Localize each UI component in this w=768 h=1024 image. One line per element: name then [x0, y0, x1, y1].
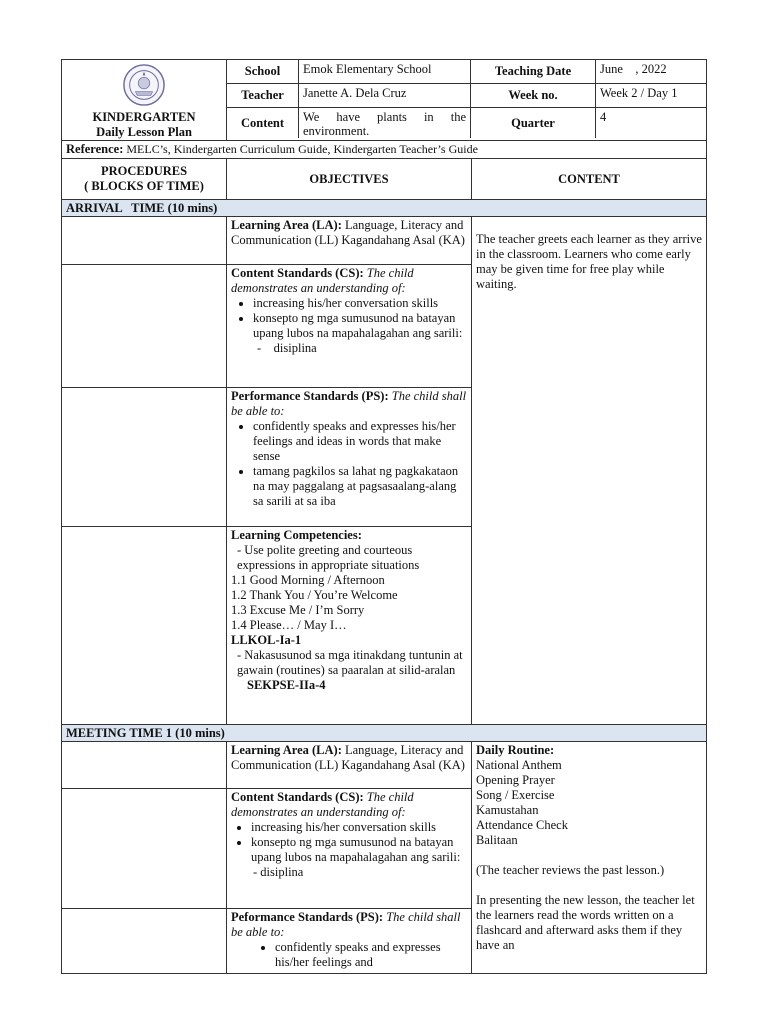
lc-item: 1.1 Good Morning / Afternoon — [231, 573, 385, 587]
arrival-learning-competencies — [227, 527, 471, 724]
arrival-procedures-col — [62, 217, 227, 724]
teaching-date-label: Teaching Date — [471, 60, 596, 84]
school-label: School — [227, 60, 299, 84]
reference-text: MELC’s, Kindergarten Curriculum Guide, Kindergarten Teacher’s Guide — [123, 142, 478, 156]
content-label: Content — [227, 108, 299, 138]
meeting-band — [61, 742, 707, 974]
arrival-proc-cell — [62, 217, 226, 265]
ps-list — [231, 419, 467, 509]
meeting-proc-cell — [62, 789, 226, 909]
la-text: Language, Literacy and Communication (LL) Kagandahang Asal (KA) — [231, 218, 465, 247]
arrival-proc-cell — [62, 265, 226, 388]
lc-dash1: - Use polite greeting and courteous expressions in appropriate situations — [237, 543, 420, 572]
week-value: Week 2 / Day 1 — [596, 84, 706, 108]
meeting-learning-area — [227, 742, 471, 789]
cs-italic: The child demonstrates an understanding of: — [231, 266, 414, 295]
arrival-band — [61, 217, 707, 725]
routine-item: National Anthem — [476, 758, 562, 772]
ps-italic: The child shall be able to: — [231, 389, 467, 418]
lesson-plan-sheet — [61, 59, 707, 974]
arrival-content-standards — [227, 265, 471, 388]
ps-label: Peformance Standards (PS): — [231, 910, 384, 924]
list-item: • increasing his/her conversation skills — [251, 820, 467, 835]
meeting-performance-standards — [227, 909, 471, 973]
la-label: Learning Area (LA): — [231, 743, 342, 757]
cs-dash-item: - disiplina — [257, 341, 317, 355]
teacher-label: Teacher — [227, 84, 299, 108]
routine-item: Song / Exercise — [476, 788, 555, 802]
routine-item: Attendance Check — [476, 818, 568, 832]
lc-code2: SEKPSE-IIa-4 — [247, 678, 326, 692]
list-item: • tamang pagkilos sa lahat ng pagkakataon na may paggalang at pagsasaalang-alang sa sarili at sa iba — [253, 464, 467, 509]
list-item: • konsepto ng mga sumusunod na batayan upang lubos na mapahalagahan ang sarili: — [251, 835, 467, 865]
meeting-proc-cell — [62, 909, 226, 973]
list-item: • konsepto ng mga sumusunod na batayan upang lubos na mapahalagahan ang sarili: — [253, 311, 467, 341]
routine-label: Daily Routine: — [476, 743, 555, 757]
meeting-content-col — [472, 742, 706, 973]
arrival-proc-cell — [62, 388, 226, 527]
procedures-header — [62, 159, 227, 199]
column-headers — [61, 159, 707, 200]
quarter-value: 4 — [600, 110, 607, 124]
list-item: • increasing his/her conversation skills — [253, 296, 467, 311]
routine-item: Opening Prayer — [476, 773, 555, 787]
meeting-objectives-col — [227, 742, 472, 973]
content-value: We have plants in the environment. — [299, 108, 471, 138]
procedures-line1: PROCEDURES — [100, 164, 188, 178]
header-block — [61, 59, 707, 141]
arrival-proc-cell — [62, 527, 226, 724]
ps-label: Performance Standards (PS): — [231, 389, 389, 403]
lc-item: 1.2 Thank You / You’re Welcome — [231, 588, 398, 602]
meeting-proc-cell — [62, 742, 226, 789]
school-value: Emok Elementary School — [299, 60, 471, 84]
lc-label: Learning Competencies: — [231, 528, 362, 542]
arrival-objectives-col — [227, 217, 472, 724]
list-item: • confidently speaks and expresses his/her feelings and — [275, 940, 467, 970]
list-item: • confidently speaks and expresses his/her feelings and ideas in words that make sense — [253, 419, 467, 464]
arrival-section-title: ARRIVAL TIME (10 mins) — [61, 200, 707, 217]
teaching-date-value: June , 2022 — [596, 60, 706, 84]
cs-list — [231, 296, 467, 341]
review-text: (The teacher reviews the past lesson.) — [476, 863, 665, 877]
deped-seal-icon — [121, 63, 167, 107]
arrival-content-col — [472, 217, 706, 724]
routine-item: Balitaan — [476, 833, 518, 847]
la-label: Learning Area (LA): — [231, 218, 342, 232]
week-label: Week no. — [471, 84, 596, 108]
ps-list — [231, 940, 467, 970]
lc-code1: LLKOL-Ia-1 — [231, 633, 302, 647]
reference-row — [61, 141, 707, 159]
ps-italic: The child shall be able to: — [231, 910, 461, 939]
arrival-learning-area — [227, 217, 471, 265]
quarter-label: Quarter — [471, 108, 596, 138]
lc-dash2: - Nakasusunod sa mga itinakdang tuntunin at gawain (routines) sa paaralan at silid-aralan — [237, 648, 463, 677]
lc-item: 1.4 Please… / May I… — [231, 618, 347, 632]
meeting-procedures-col — [62, 742, 227, 973]
lc-item: 1.3 Excuse Me / I’m Sorry — [231, 603, 365, 617]
content-header: CONTENT — [558, 171, 620, 186]
reference-label: Reference: — [66, 142, 124, 156]
header-grid — [227, 60, 706, 140]
title-daily-lesson-plan: Daily Lesson Plan — [96, 125, 192, 139]
cs-dash-item: - disiplina — [253, 865, 304, 879]
meeting-section-title: MEETING TIME 1 (10 mins) — [61, 725, 707, 742]
teacher-value: Janette A. Dela Cruz — [299, 84, 471, 108]
meeting-content-standards — [227, 789, 471, 909]
arrival-content-text: The teacher greets each learner as they arrive in the classroom. Learners who come early may be given time for free play while waiting. — [476, 232, 702, 291]
cs-label: Content Standards (CS): — [231, 266, 364, 280]
cs-italic: The child demonstrates an understanding of: — [231, 790, 414, 819]
presenting-text: In presenting the new lesson, the teacher let the learners read the words written on a flashcard and afterward asks them if they have an — [476, 893, 695, 952]
routine-item: Kamustahan — [476, 803, 539, 817]
title-kindergarten: KINDERGARTEN — [92, 110, 196, 124]
procedures-line2: ( BLOCKS OF TIME) — [84, 179, 204, 193]
la-text: Language, Literacy and Communication (LL) Kagandahang Asal (KA) — [231, 743, 465, 772]
objectives-header: OBJECTIVES — [227, 159, 472, 199]
arrival-performance-standards — [227, 388, 471, 527]
logo-cell — [62, 60, 227, 140]
cs-label: Content Standards (CS): — [231, 790, 364, 804]
cs-list — [231, 820, 467, 865]
